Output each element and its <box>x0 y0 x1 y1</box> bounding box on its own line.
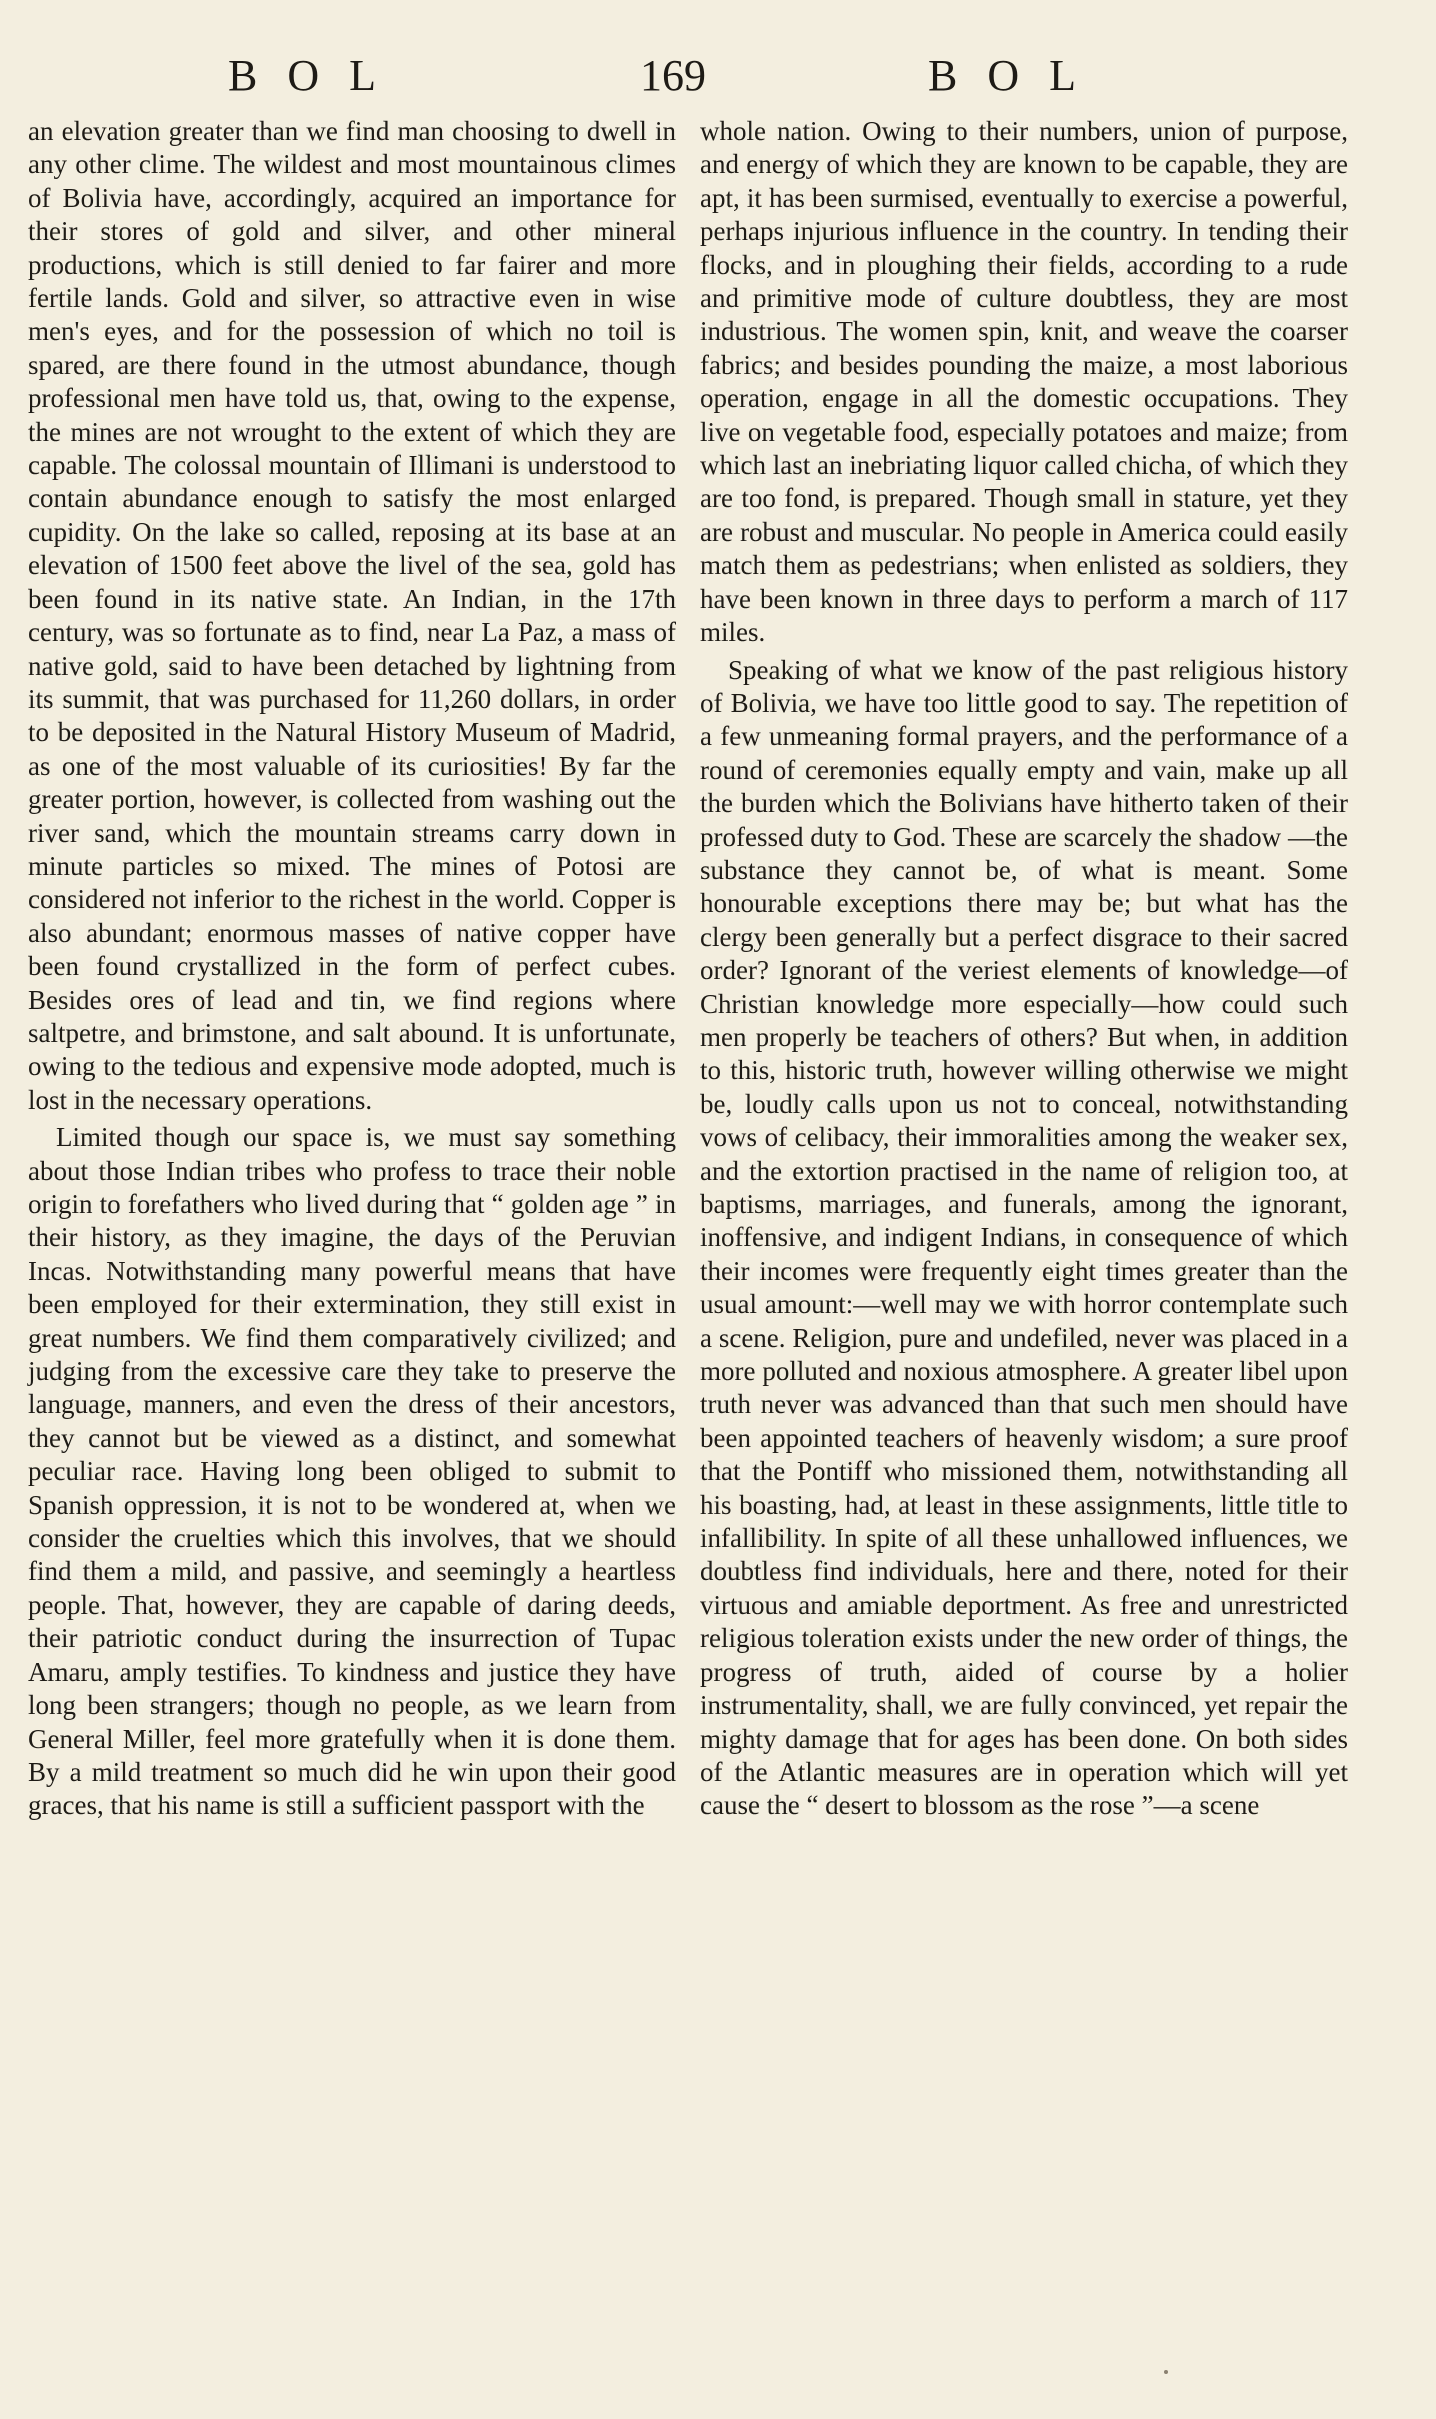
header-right-word: BOL <box>928 51 1106 100</box>
header-left-word: BOL <box>228 51 406 100</box>
right-column <box>700 115 1348 1823</box>
left-paragraph-2: Limited though our space is, we must say something about those Indian tribes who profess to trace their noble origin to forefathers who lived during that “ golden age ” in their history, as they imagine, the days of the Peruvian Incas. Notwithstanding many powerful means that have been employed for their extermination, they still exist in great numbers. We find them comparatively civilized; and judging from the excessive care they take to preserve the language, manners, and even the dress of their ancestors, they cannot but be viewed as a distinct, and somewhat peculiar race. Having long been obliged to submit to Spanish oppression, it is not to be wondered at, when we consider the cruelties which this involves, that we should find them a mild, and passive, and seemingly a heartless people. That, however, they are capable of daring deeds, their patriotic conduct during the insurrection of Tupac Amaru, amply testifies. To kindness and justice they have long been strangers; though no people, as we learn from General Miller, feel more gratefully when it is done them. By a mild treatment so much did he win upon their good graces, that his name is still a sufficient passport with the <box>28 1122 676 1821</box>
left-column <box>28 115 676 1823</box>
running-header <box>0 50 1436 102</box>
page-number: 169 <box>640 51 706 100</box>
left-paragraph-1: an elevation greater than we find man choosing to dwell in any other clime. The wildest and most mountainous climes of Bolivia have, accordingly, acquired an importance for their stores of gold and silver, and other mineral productions, which is still denied to far fairer and more fertile lands. Gold and silver, so attractive even in wise men's eyes, and for the possession of which no toil is spared, are there found in the utmost abundance, though professional men have told us, that, owing to the expense, the mines are not wrought to the extent of which they are capable. The colossal mountain of Illimani is understood to contain abundance enough to satisfy the most enlarged cupidity. On the lake so called, reposing at its base at an elevation of 1500 feet above the livel of the sea, gold has been found in its native state. An Indian, in the 17th century, was so fortunate as to find, near La Paz, a mass of native gold, said to have been detached by lightning from its summit, that was purchased for 11,260 dollars, in order to be deposited in the Natural History Museum of Madrid, as one of the most valuable of its curiosities! By far the greater portion, however, is collected from washing out the river sand, which the mountain streams carry down in minute particles so mixed. The mines of Potosi are considered not inferior to the richest in the world. Copper is also abundant; enormous masses of native copper have been found crystallized in the form of perfect cubes. Besides ores of lead and tin, we find regions where saltpetre, and brimstone, and salt abound. It is unfortunate, owing to the tedious and expensive mode adopted, much is lost in the necessary operations. <box>28 116 676 1115</box>
right-paragraph-1: whole nation. Owing to their numbers, union of purpose, and energy of which they are known to be capable, they are apt, it has been surmised, eventually to exercise a powerful, perhaps injurious influence in the country. In tending their flocks, and in ploughing their fields, according to a rude and primitive mode of culture doubtless, they are most industrious. The women spin, knit, and weave the coarser fabrics; and besides pounding the maize, a most laborious operation, engage in all the domestic occupations. They live on vegetable food, especially potatoes and maize; from which last an inebriating liquor called chicha, of which they are too fond, is prepared. Though small in stature, yet they are robust and muscular. No people in America could easily match them as pedestrians; when enlisted as soldiers, they have been known in three days to perform a march of 117 miles. <box>700 116 1348 648</box>
ink-speck <box>1164 2370 1168 2374</box>
right-paragraph-2: Speaking of what we know of the past religious history of Bolivia, we have too little good to say. The repetition of a few unmeaning formal prayers, and the performance of a round of ceremonies equally empty and vain, make up all the burden which the Bolivians have hitherto taken of their professed duty to God. These are scarcely the shadow —the substance they cannot be, of what is meant. Some honourable exceptions there may be; but what has the clergy been generally but a perfect disgrace to their sacred order? Ignorant of the veriest elements of knowledge—of Christian knowledge more especially—how could such men properly be teachers of others? But when, in addition to this, historic truth, however willing otherwise we might be, loudly calls upon us not to conceal, notwithstanding vows of celibacy, their immoralities among the weaker sex, and the extortion practised in the name of religion too, at baptisms, marriages, and funerals, among the ignorant, inoffensive, and indigent Indians, in consequence of which their incomes were frequently eight times greater than the usual amount:—well may we with horror contemplate such a scene. Religion, pure and undefiled, never was placed in a more polluted and noxious atmosphere. A greater libel upon truth never was advanced than that such men should have been appointed teachers of heavenly wisdom; a sure proof that the Pontiff who missioned them, notwithstanding all his boasting, had, at least in these assignments, little title to infallibility. In spite of all these unhallowed influences, we doubtless find individuals, here and there, noted for their virtuous and amiable deportment. As free and unrestricted religious toleration exists under the new order of things, the progress of truth, aided of course by a holier instrumentality, shall, we are fully convinced, yet repair the mighty damage that for ages has been done. On both sides of the Atlantic measures are in operation which will yet cause the “ desert to blossom as the rose ”—a scene <box>700 654 1348 1821</box>
